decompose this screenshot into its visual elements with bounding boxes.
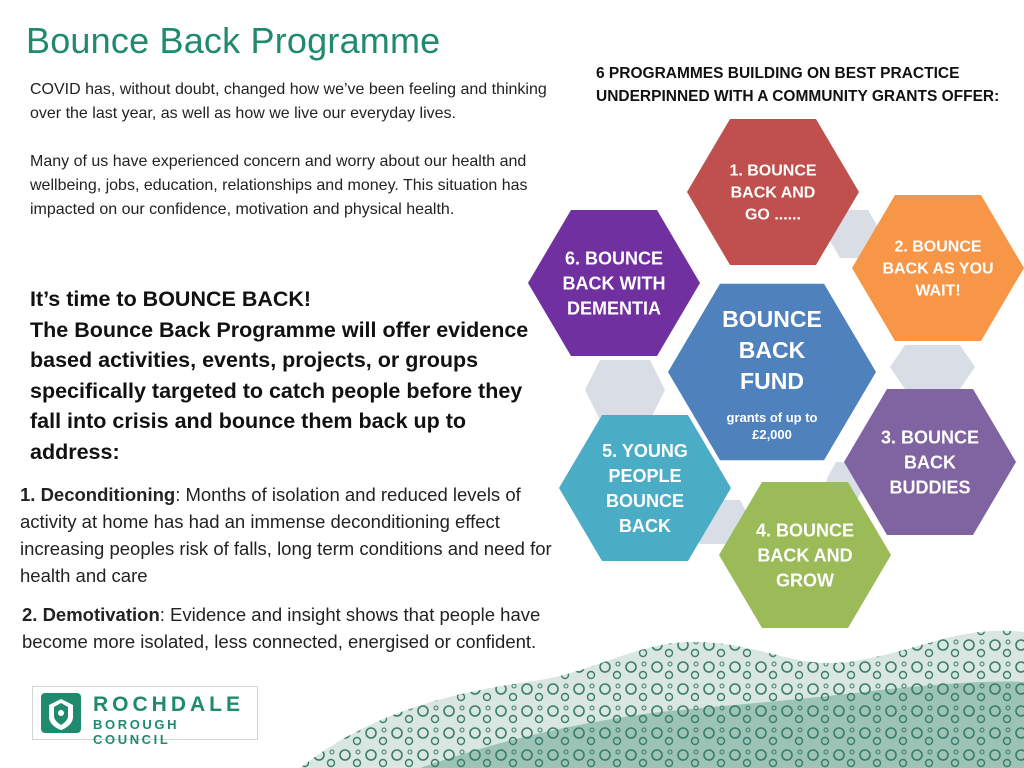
callout-body: The Bounce Back Programme will offer evidence based activities, events, projects, or groups specifically targeted to catch people before they fall into crisis and bounce them back up to address: — [30, 317, 529, 464]
hex-1-label: GO ...... — [744, 206, 802, 224]
center-fund-label: BOUNCE — [722, 306, 822, 332]
hex-5-label: PEOPLE — [608, 465, 682, 486]
hex-6-label: 6. BOUNCE — [564, 248, 664, 269]
hex-6-label: BACK WITH — [562, 273, 666, 294]
center-fund-label: BACK — [738, 337, 806, 363]
callout-headline: It’s time to BOUNCE BACK! — [30, 287, 312, 311]
hex-4-label: BACK AND — [757, 545, 853, 566]
hex-6-label: DEMENTIA — [567, 298, 661, 319]
hex-1-label: BACK AND — [730, 184, 816, 202]
point-text: : Months of isolation and reduced levels of activity at home has had an immense deconditioning effect increasing peoples risk of falls, long term conditions and need for health and care — [20, 484, 552, 586]
hex-3-label: BUDDIES — [889, 477, 971, 498]
hex-4-label: 4. BOUNCE — [755, 520, 855, 541]
connector — [585, 360, 665, 420]
center-fund-label: FUND — [740, 368, 804, 394]
hex-4-label: GROW — [776, 570, 834, 591]
logo-name: ROCHDALE — [93, 693, 244, 716]
connector — [890, 345, 975, 389]
programmes-heading: 6 PROGRAMMES BUILDING ON BEST PRACTICE UNDERPINNED WITH A COMMUNITY GRANTS OFFER: — [596, 65, 1000, 105]
intro-paragraph: COVID has, without doubt, changed how we’ve been feeling and thinking over the last year, as well as how we live our everyday lives. — [30, 81, 547, 122]
point-term: 1. Deconditioning — [20, 484, 176, 505]
center-fund-sublabel: grants of up to — [726, 410, 818, 425]
hex-1-label: 1. BOUNCE — [729, 162, 817, 180]
hex-5-label: BOUNCE — [605, 490, 685, 511]
hex-3-label: 3. BOUNCE — [880, 427, 980, 448]
hex-2-label: BACK AS YOU — [882, 260, 994, 278]
center-fund-sublabel: £2,000 — [752, 427, 792, 442]
hex-2-label: 2. BOUNCE — [894, 238, 982, 256]
council-crest-icon — [39, 691, 83, 735]
point-term: 2. Demotivation — [22, 604, 160, 625]
logo-subname: BOROUGH COUNCIL — [93, 717, 180, 747]
intro-paragraph: Many of us have experienced concern and worry about our health and wellbeing, jobs, education, relationships and money. This situation has impacted on our confidence, motivation and physical health. — [30, 153, 528, 218]
hex-5-label: BACK — [619, 515, 671, 536]
hex-5-label: 5. YOUNG — [602, 440, 688, 461]
point-text: : Evidence and insight shows that people have become more isolated, less connected, energised or confident. — [22, 604, 541, 652]
page-title: Bounce Back Programme — [26, 20, 441, 61]
hex-3-label: BACK — [904, 452, 956, 473]
hex-2-label: WAIT! — [915, 282, 961, 300]
rochdale-logo — [32, 686, 258, 747]
